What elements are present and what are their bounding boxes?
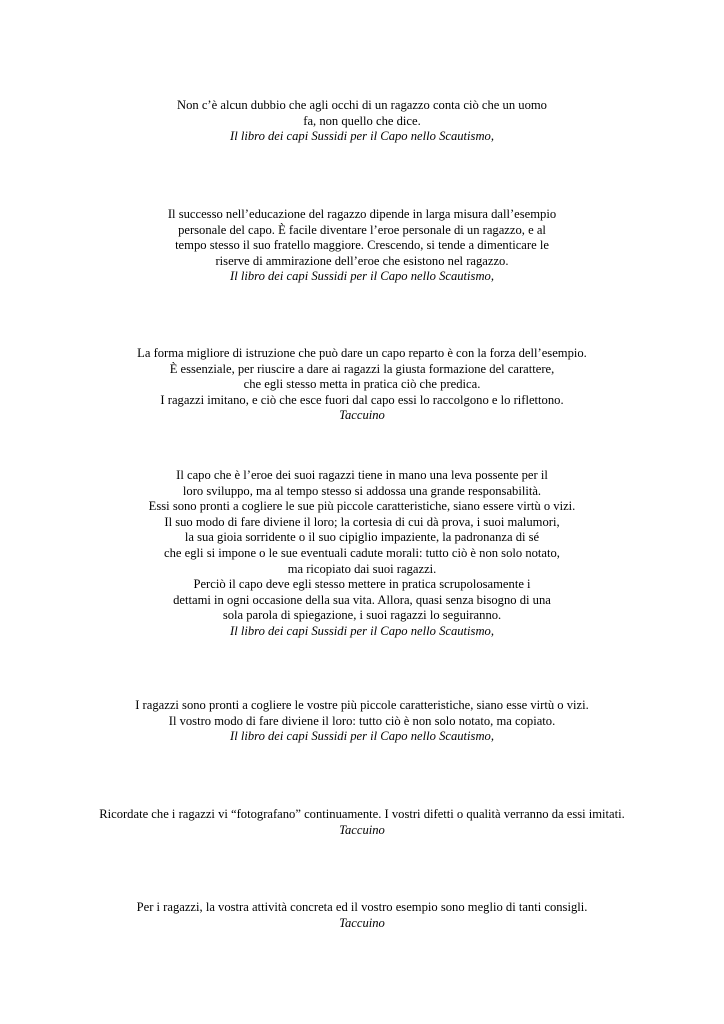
quote-block <box>0 207 724 285</box>
quote-block <box>0 98 724 145</box>
quote-block <box>0 807 724 838</box>
quote-line: È essenziale, per riuscire a dare ai ragazzi la giusta formazione del carattere, <box>169 361 555 376</box>
quote-line: I ragazzi sono pronti a cogliere le vostre più piccole caratteristiche, siano esse virtù o vizi. <box>135 698 589 712</box>
quote-source: Il libro dei capi Sussidi per il Capo nello Scautismo, <box>230 729 494 744</box>
quote-source: Il libro dei capi Sussidi per il Capo nello Scautismo, <box>230 623 494 638</box>
quote-line: riserve di ammirazione dell’eroe che esistono nel ragazzo. <box>215 253 509 268</box>
quote-block <box>0 900 724 931</box>
quote-line: Perciò il capo deve egli stesso mettere in pratica scrupolosamente i <box>193 577 531 592</box>
quote-source: Il libro dei capi Sussidi per il Capo nello Scautismo, <box>230 269 494 284</box>
quote-source: Taccuino <box>339 408 385 423</box>
quote-line: Il suo modo di fare diviene il loro; la cortesia di cui dà prova, i suoi malumori, <box>164 514 560 529</box>
quote-line: Non c’è alcun dubbio che agli occhi di un ragazzo conta ciò che un uomo <box>177 98 547 112</box>
quote-line: sola parola di spiegazione, i suoi ragazzi lo seguiranno. <box>222 608 502 623</box>
quote-source: Taccuino <box>339 915 385 930</box>
quote-block <box>0 346 724 424</box>
quote-line: Il successo nell’educazione del ragazzo dipende in larga misura dall’esempio <box>167 207 557 221</box>
quote-line: Il vostro modo di fare diviene il loro: tutto ciò è non solo notato, ma copiato. <box>168 713 556 728</box>
quote-block <box>0 468 724 640</box>
quote-line: Per i ragazzi, la vostra attività concreta ed il vostro esempio sono meglio di tanti consigli. <box>136 900 588 914</box>
quote-line: che egli si impone o le sue eventuali cadute morali: tutto ciò è non solo notato, <box>164 545 560 560</box>
quote-source: Il libro dei capi Sussidi per il Capo nello Scautismo, <box>230 129 494 144</box>
quote-line: Ricordate che i ragazzi vi “fotografano” continuamente. I vostri difetti o qualità verranno da essi imitati. <box>99 807 625 821</box>
quote-line: ma ricopiato dai suoi ragazzi. <box>287 561 437 576</box>
quote-line: La forma migliore di istruzione che può dare un capo reparto è con la forza dell’esempio. <box>137 346 587 360</box>
quote-line: Il capo che è l’eroe dei suoi ragazzi tiene in mano una leva possente per il <box>176 468 548 482</box>
quote-line: I ragazzi imitano, e ciò che esce fuori dal capo essi lo raccolgono e lo riflettono. <box>160 392 564 407</box>
quote-line: personale del capo. È facile diventare l’eroe personale di un ragazzo, e al <box>178 222 546 237</box>
quote-line: dettami in ogni occasione della sua vita. Allora, quasi senza bisogno di una <box>173 592 551 607</box>
quote-block <box>0 698 724 745</box>
quote-line: la sua gioia sorridente o il suo cipiglio impaziente, la padronanza di sé <box>184 530 540 545</box>
quote-line: fa, non quello che dice. <box>303 113 421 128</box>
quote-line: loro sviluppo, ma al tempo stesso si addossa una grande responsabilità. <box>182 483 542 498</box>
quote-line: che egli stesso metta in pratica ciò che predica. <box>243 377 481 392</box>
quote-line: Essi sono pronti a cogliere le sue più piccole caratteristiche, siano essere virtù o vizi. <box>148 499 576 514</box>
quote-source: Taccuino <box>339 822 385 837</box>
quote-line: tempo stesso il suo fratello maggiore. Crescendo, si tende a dimenticare le <box>175 238 549 253</box>
